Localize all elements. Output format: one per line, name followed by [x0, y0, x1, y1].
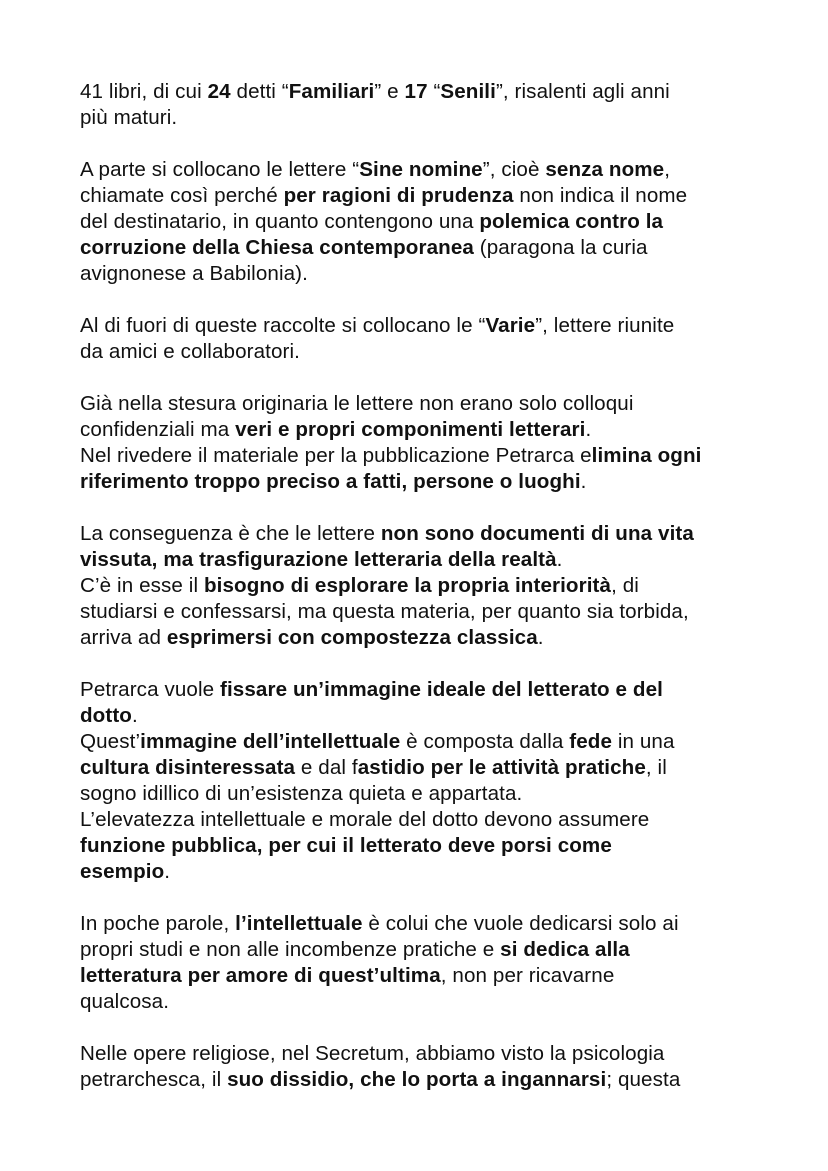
body-text: Già nella stesura originaria le lettere non erano solo colloqui [80, 392, 634, 415]
body-text: Petrarca vuole [80, 678, 221, 701]
text-line [80, 989, 760, 1015]
bold-text: Sine nomine [359, 158, 483, 181]
bold-text: esprimersi con compostezza classica [166, 626, 538, 649]
text-line [80, 157, 760, 183]
text-line [80, 469, 760, 495]
text-line [80, 105, 760, 131]
body-text: Nelle opere religiose, nel Secretum, abbiamo visto la psicologia [80, 1042, 665, 1065]
body-text: , di [611, 574, 639, 597]
body-text: . [585, 418, 592, 441]
body-text: , non per ricavarne [440, 964, 615, 987]
bold-text: cultura disinteressata [80, 756, 296, 779]
body-text: ; questa [606, 1068, 681, 1091]
body-text: sogno idillico di un’esistenza quieta e appartata. [80, 782, 523, 805]
body-text: “ [427, 80, 441, 103]
text-line [80, 677, 760, 703]
body-text: petrarchesca, il [80, 1068, 228, 1091]
body-text: . [131, 704, 138, 727]
paragraph [80, 677, 760, 885]
body-text: studiarsi e confessarsi, ma questa materia, per quanto sia torbida, [80, 600, 689, 623]
text-line [80, 339, 760, 365]
body-text: (paragona la curia [473, 236, 648, 259]
bold-text: fede [569, 730, 612, 753]
body-text: L’elevatezza intellettuale e morale del dotto devono assumere [80, 808, 650, 831]
bold-text: astidio per le attività pratiche [357, 756, 646, 779]
bold-text: immagine dell’intellettuale [140, 730, 401, 753]
bold-text: l’intellettuale [235, 912, 363, 935]
body-text: ”, cioè [482, 158, 546, 181]
text-line [80, 573, 760, 599]
bold-text: Familiari [288, 80, 375, 103]
body-text: ” e [374, 80, 405, 103]
body-text: confidenziali ma [80, 418, 236, 441]
text-line [80, 547, 760, 573]
paragraph [80, 313, 760, 365]
paragraph [80, 157, 760, 287]
bold-text: 17 [404, 80, 428, 103]
bold-text: non sono documenti di una vita [380, 522, 694, 545]
body-text: Nel rivedere il materiale per la pubblicazione Petrarca e [80, 444, 592, 467]
body-text: ”, lettere riunite [535, 314, 675, 337]
text-line [80, 911, 760, 937]
text-line [80, 859, 760, 885]
body-text: avignonese a Babilonia). [80, 262, 308, 285]
text-line [80, 1067, 760, 1093]
body-text: , [664, 158, 671, 181]
text-line [80, 963, 760, 989]
bold-text: limina ogni [591, 444, 702, 467]
text-line [80, 625, 760, 651]
body-text: Al di fuori di queste raccolte si collocano le “ [80, 314, 486, 337]
bold-text: letteratura per amore di quest’ultima [80, 964, 441, 987]
body-text: . [580, 470, 587, 493]
text-line [80, 235, 760, 261]
body-text: . [556, 548, 563, 571]
body-text: qualcosa. [80, 990, 170, 1013]
bold-text: esempio [80, 860, 165, 883]
bold-text: polemica contro la [479, 210, 664, 233]
body-text: non indica il nome [513, 184, 688, 207]
text-line [80, 729, 760, 755]
paragraph [80, 521, 760, 651]
text-line [80, 781, 760, 807]
body-text: 41 libri, di cui [80, 80, 208, 103]
bold-text: Varie [485, 314, 536, 337]
bold-text: fissare un’immagine ideale del letterato e del [220, 678, 663, 701]
text-line [80, 833, 760, 859]
bold-text: funzione pubblica, per cui il letterato deve porsi come [80, 834, 612, 857]
bold-text: 24 [207, 80, 231, 103]
body-text: C’è in esse il [80, 574, 204, 597]
bold-text: veri e propri componimenti letterari [235, 418, 586, 441]
text-line [80, 261, 760, 287]
text-line [80, 521, 760, 547]
body-text: La conseguenza è che le lettere [80, 522, 381, 545]
bold-text: vissuta, ma trasfigurazione letteraria della realtà [80, 548, 557, 571]
body-text: è composta dalla [400, 730, 570, 753]
body-text: arriva ad [80, 626, 167, 649]
paragraph [80, 79, 760, 131]
text-line [80, 209, 760, 235]
bold-text: si dedica alla [500, 938, 630, 961]
text-line [80, 755, 760, 781]
text-line [80, 703, 760, 729]
body-text: ”, risalenti agli anni [495, 80, 670, 103]
body-text: e dal f [295, 756, 358, 779]
text-line [80, 937, 760, 963]
body-text: A parte si collocano le lettere “ [80, 158, 360, 181]
bold-text: Senili [440, 80, 496, 103]
bold-text: senza nome [545, 158, 665, 181]
paragraph [80, 911, 760, 1015]
body-text: più maturi. [80, 106, 178, 129]
text-line [80, 313, 760, 339]
bold-text: riferimento troppo preciso a fatti, persone o luoghi [80, 470, 581, 493]
body-text: , il [645, 756, 667, 779]
body-text: propri studi e non alle incombenze pratiche e [80, 938, 501, 961]
body-text: in una [612, 730, 675, 753]
body-text: è colui che vuole dedicarsi solo ai [362, 912, 679, 935]
bold-text: per ragioni di prudenza [283, 184, 514, 207]
text-line [80, 183, 760, 209]
document-page [80, 79, 760, 1119]
text-line [80, 807, 760, 833]
bold-text: dotto [80, 704, 132, 727]
text-line [80, 443, 760, 469]
body-text: . [164, 860, 171, 883]
paragraph [80, 1041, 760, 1093]
bold-text: suo dissidio, che lo porta a ingannarsi [227, 1068, 607, 1091]
bold-text: bisogno di esplorare la propria interiorità [203, 574, 612, 597]
body-text: chiamate così perché [80, 184, 284, 207]
body-text: da amici e collaboratori. [80, 340, 300, 363]
body-text: detti “ [230, 80, 289, 103]
text-line [80, 417, 760, 443]
body-text: In poche parole, [80, 912, 236, 935]
body-text: Quest’ [80, 730, 141, 753]
text-line [80, 1041, 760, 1067]
paragraph [80, 391, 760, 495]
text-line [80, 391, 760, 417]
bold-text: corruzione della Chiesa contemporanea [80, 236, 474, 259]
text-line [80, 79, 760, 105]
body-text: del destinatario, in quanto contengono una [80, 210, 480, 233]
text-line [80, 599, 760, 625]
body-text: . [537, 626, 544, 649]
